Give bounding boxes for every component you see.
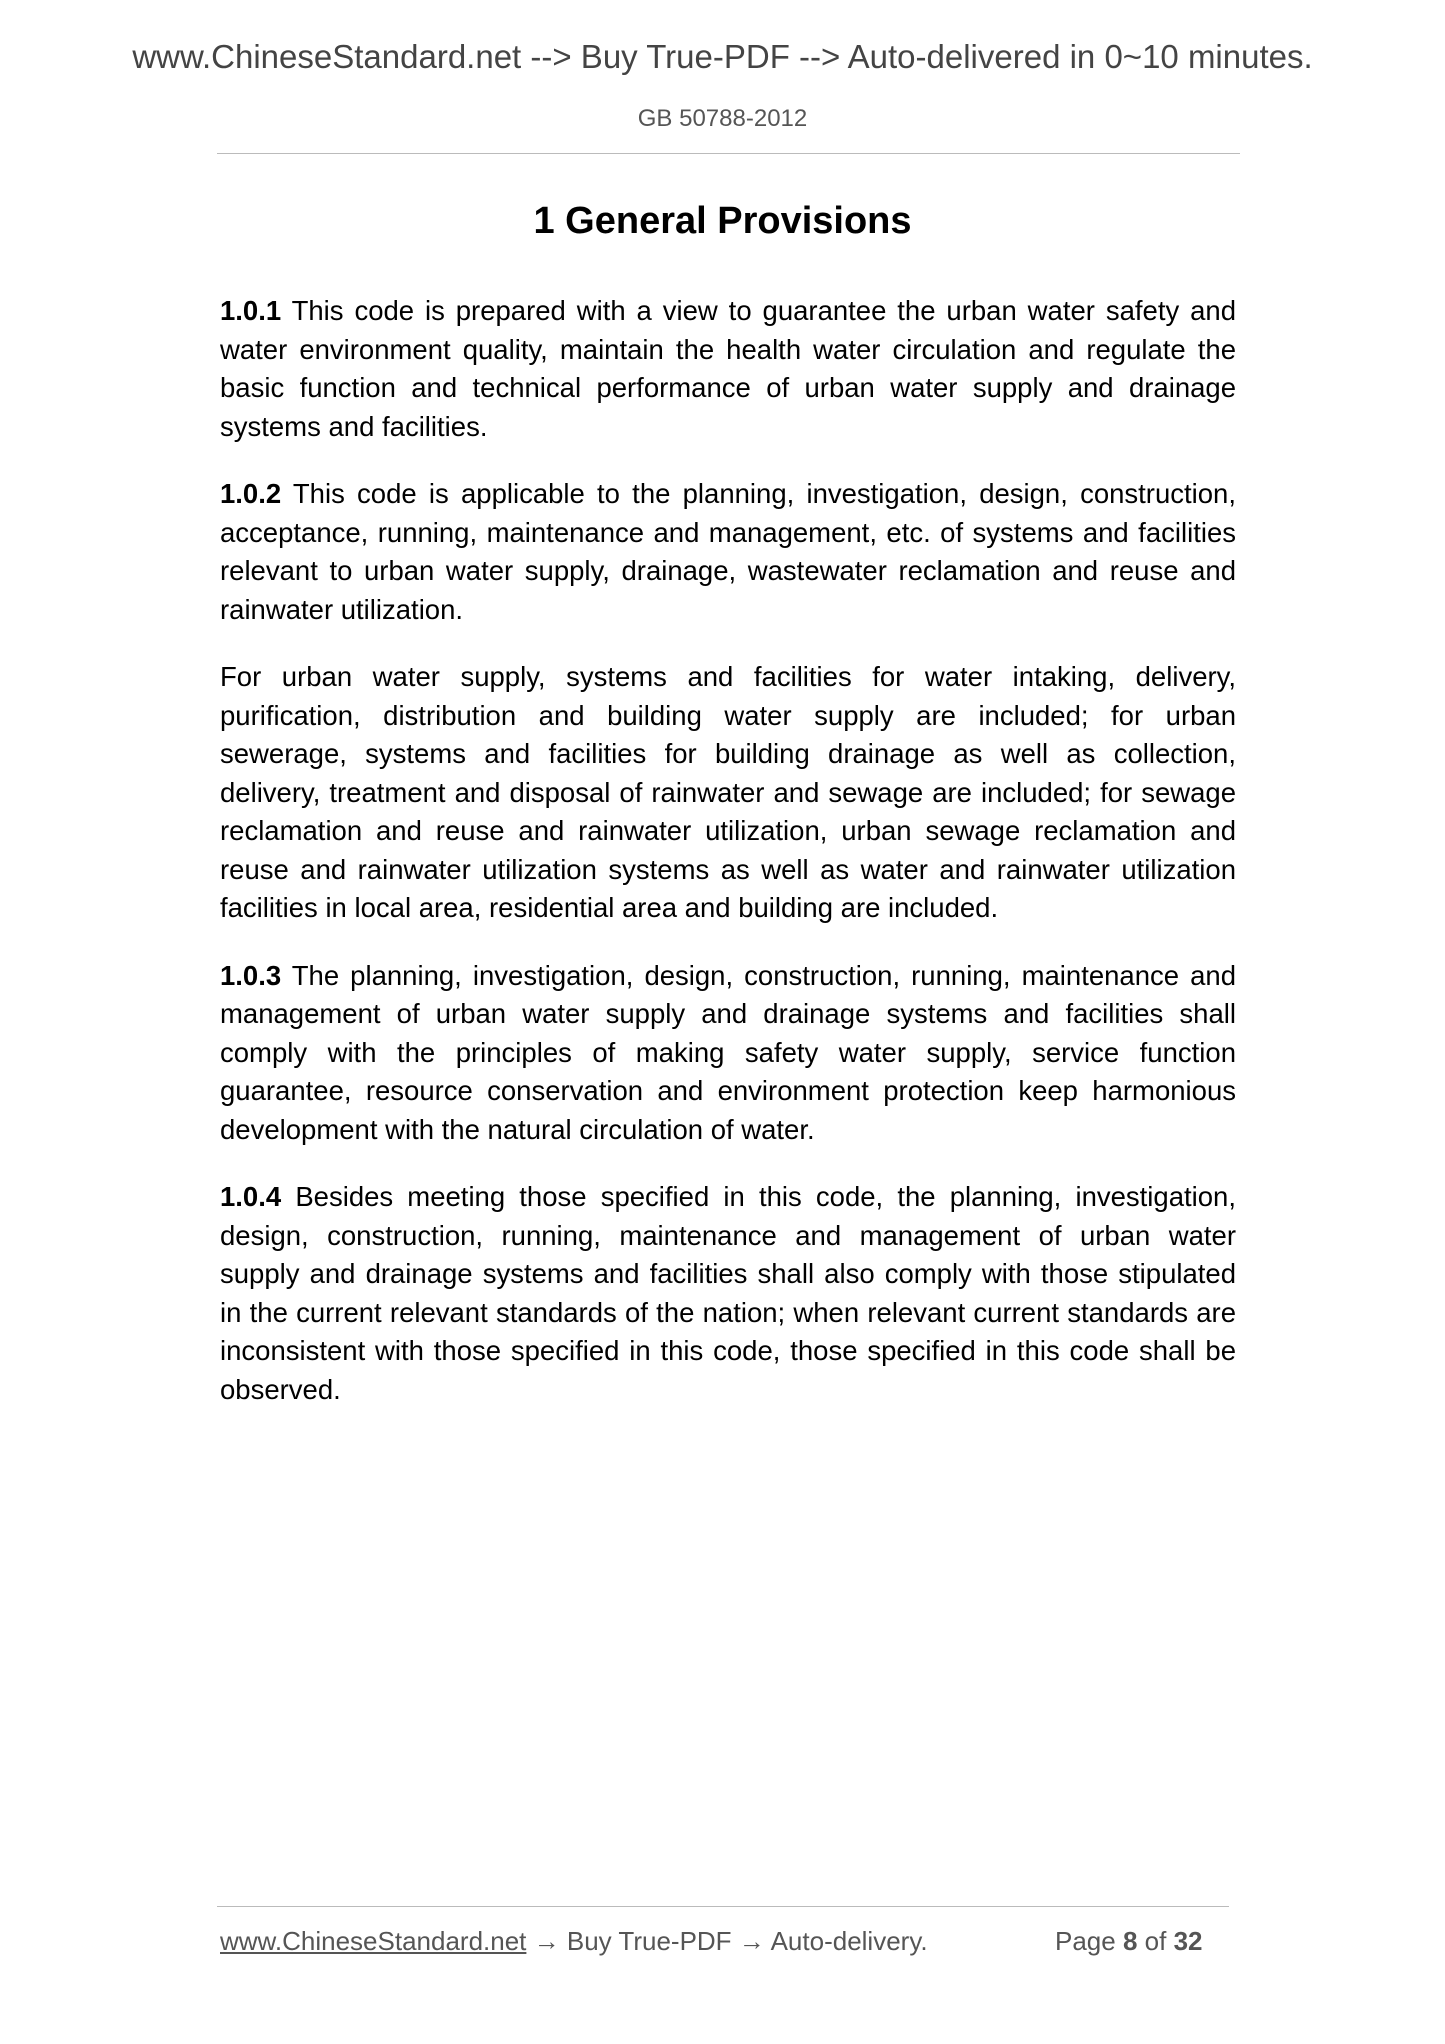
total-pages: 32 [1173,1926,1203,1956]
chapter-title: 1 General Provisions [533,200,912,242]
clause-text: This code is applicable to the planning, investigation, design, construction, acceptance, running, maintenance and management, etc. of systems and facilities relevant to urban water supply, drainage, wastewater reclamation and reuse and rainwater utilization. [220,478,1236,625]
page-indicator [1055,1926,1203,1957]
page-label: Page [1055,1926,1116,1956]
clause-1-0-2-continuation [220,658,1236,928]
of-label: of [1144,1926,1167,1956]
clause-text: The planning, investigation, design, construction, running, maintenance and management of urban water supply and drainage systems and facilities shall comply with the principles of making safety water supply, service function guarantee, resource conservation and environment protection keep harmonious development with the natural circulation of water. [220,959,1236,1145]
clause-1-0-3 [220,957,1236,1150]
document-code: GB 50788-2012 [637,105,808,132]
clause-text: This code is prepared with a view to guarantee the urban water safety and water environment quality, maintain the health water circulation and regulate the basic function and technical performance of urban water supply and drainage systems and facilities. [220,295,1236,442]
footer-promo [220,1926,928,1957]
header-divider [217,153,1240,154]
clause-text: Besides meeting those specified in this code, the planning, investigation, design, construction, running, maintenance and management of urban water supply and drainage systems and facilities shall also comply with those stipulated in the current relevant standards of the nation; when relevant current standards are inconsistent with those specified in this code, those specified in this code shall be observed. [220,1181,1236,1405]
clause-1-0-4 [220,1178,1236,1409]
arrow-icon: → [526,1926,567,1956]
footer-buy-text: Buy True-PDF [566,1926,732,1956]
clause-number: 1.0.1 [220,295,282,326]
clause-1-0-1 [220,292,1236,446]
page-number: 8 [1122,1926,1138,1956]
footer-delivery-text: Auto-delivery. [770,1926,928,1956]
clause-number: 1.0.4 [220,1181,282,1212]
document-body [220,292,1236,1438]
clause-number: 1.0.3 [220,959,282,991]
clause-1-0-2 [220,475,1236,629]
arrow-icon: → [731,1926,771,1956]
footer-divider [217,1906,1229,1907]
clause-text: For urban water supply, systems and facilities for water intaking, delivery, purification, distribution and building water supply are included; for urban sewerage, systems and facilities for building drainage as well as collection, delivery, treatment and disposal of rainwater and sewage are included; for sewage reclamation and reuse and rainwater utilization, urban sewage reclamation and reuse and rainwater utilization systems as well as water and rainwater utilization facilities in local area, residential area and building are included. [220,661,1236,923]
footer-site-link[interactable]: www.ChineseStandard.net [220,1926,527,1956]
clause-number: 1.0.2 [220,478,282,509]
top-banner: www.ChineseStandard.net --> Buy True-PDF --> Auto-delivered in 0~10 minutes. [132,38,1313,75]
